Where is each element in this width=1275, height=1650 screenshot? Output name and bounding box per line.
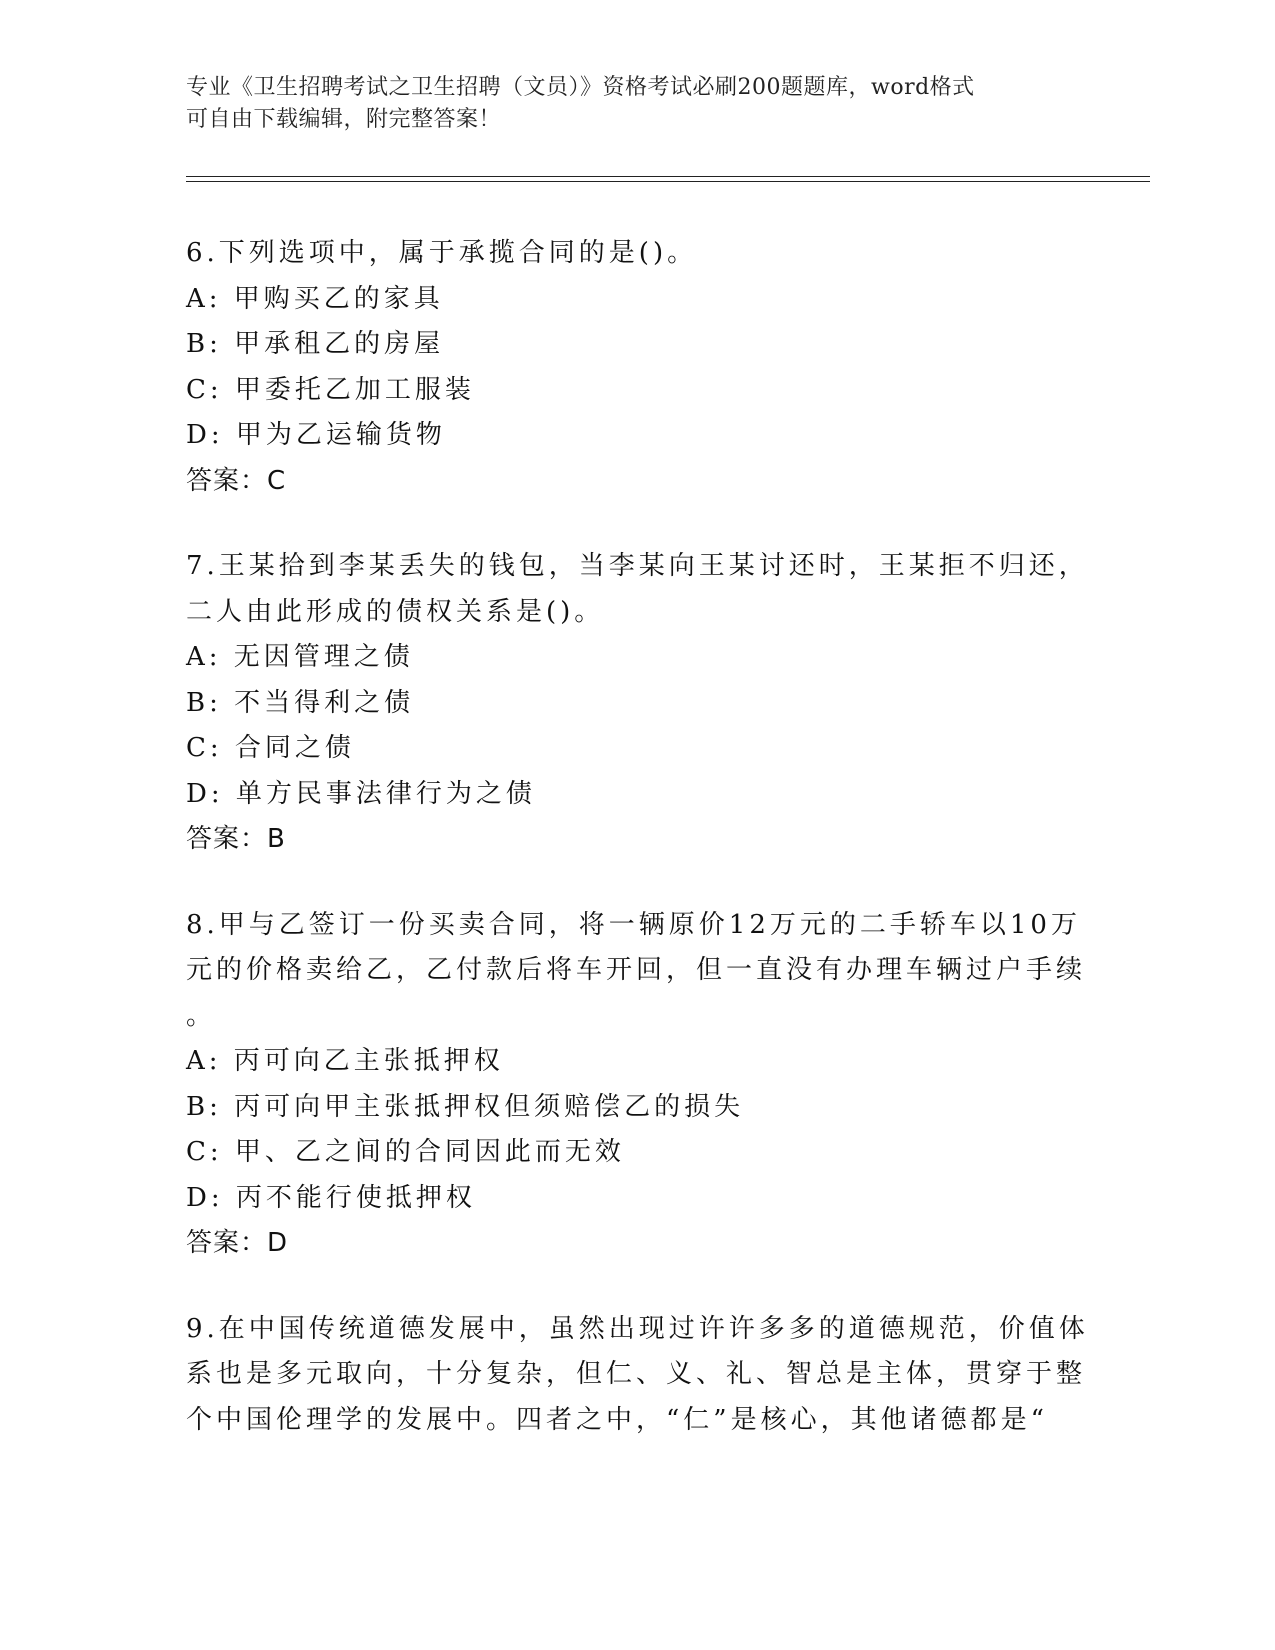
question-6-stem: 6.下列选项中，属于承揽合同的是()。 bbox=[186, 238, 698, 268]
question-7-option-b: B: 不当得利之债 bbox=[186, 687, 415, 718]
question-9-stem-line-3: 个中国伦理学的发展中。四者之中，“仁”是核心，其他诸德都是“ bbox=[186, 1404, 1048, 1435]
question-6-option-d: D: 甲为乙运输货物 bbox=[186, 420, 446, 450]
header-divider-top bbox=[186, 176, 1150, 177]
question-6-option-b: B: 甲承租乙的房屋 bbox=[186, 329, 445, 359]
header-divider-bottom bbox=[186, 181, 1150, 182]
question-9-stem-line-1: 9.在中国传统道德发展中，虽然出现过许许多多的道德规范，价值体 bbox=[186, 1313, 1089, 1344]
question-8-option-a: A: 丙可向乙主张抵押权 bbox=[186, 1046, 504, 1076]
question-8-option-c: C: 甲、乙之间的合同因此而无效 bbox=[186, 1137, 625, 1167]
question-8 bbox=[186, 903, 1087, 1267]
question-6-answer: 答案：C bbox=[186, 465, 287, 496]
question-8-stem-line-3: 。 bbox=[186, 1000, 217, 1031]
question-8-option-d: D: 丙不能行使抵押权 bbox=[186, 1182, 476, 1213]
question-9-stem-line-2: 系也是多元取向，十分复杂，但仁、义、礼、智总是主体，贯穿于整 bbox=[186, 1359, 1087, 1389]
question-8-answer: 答案：D bbox=[186, 1228, 289, 1258]
question-7 bbox=[186, 544, 1089, 863]
question-7-stem-line-2: 二人由此形成的债权关系是()。 bbox=[186, 596, 605, 627]
question-8-stem-line-1: 8.甲与乙签订一份买卖合同，将一辆原价12万元的二手轿车以10万 bbox=[186, 909, 1081, 940]
header-line-2: 可自由下载编辑，附完整答案！ bbox=[186, 107, 502, 132]
question-9 bbox=[186, 1307, 1089, 1444]
question-8-stem-line-2: 元的价格卖给乙，乙付款后将车开回，但一直没有办理车辆过户手续 bbox=[186, 955, 1087, 985]
question-7-stem-line-1: 7.王某拾到李某丢失的钱包，当李某向王某讨还时，王某拒不归还， bbox=[186, 551, 1089, 581]
header-line-1: 专业《卫生招聘考试之卫生招聘（文员）》资格考试必刷200题题库，word格式 bbox=[186, 75, 975, 100]
question-7-option-c: C: 合同之债 bbox=[186, 733, 355, 763]
question-6-option-a: A: 甲购买乙的家具 bbox=[186, 283, 444, 314]
question-6 bbox=[186, 231, 1066, 504]
question-list bbox=[186, 231, 1089, 1483]
question-7-option-d: D: 单方民事法律行为之债 bbox=[186, 778, 536, 809]
question-8-option-b: B: 丙可向甲主张抵押权但须赔偿乙的损失 bbox=[186, 1091, 745, 1122]
document-header bbox=[186, 72, 1086, 136]
question-7-answer: 答案：B bbox=[186, 824, 286, 854]
question-6-option-c: C: 甲委托乙加工服装 bbox=[186, 374, 475, 405]
question-7-option-a: A: 无因管理之债 bbox=[186, 642, 414, 672]
